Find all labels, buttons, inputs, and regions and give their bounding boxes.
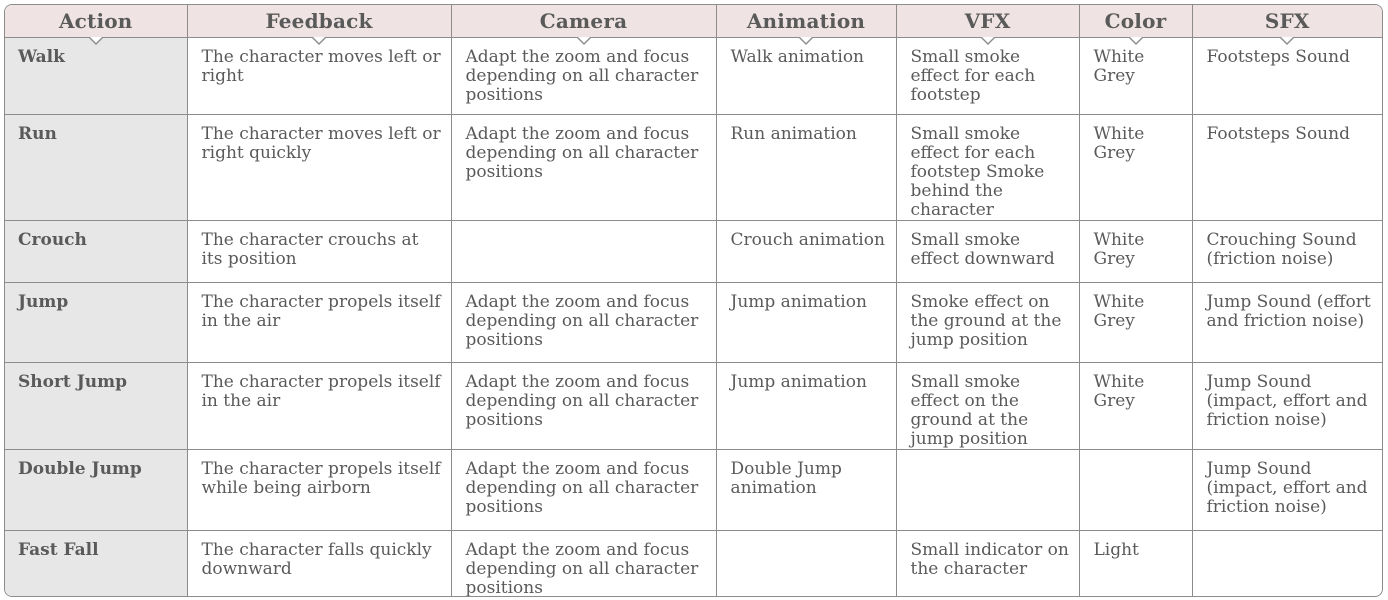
column-header-sfx: SFX (1192, 5, 1382, 38)
feedback-cell: The character propels itself in the air (187, 363, 451, 450)
table-row (5, 450, 1382, 531)
sfx-cell: Crouching Sound (friction noise) (1192, 221, 1382, 283)
action-cell: Jump (5, 283, 187, 363)
action-feedback-table (5, 5, 1382, 597)
camera-cell: Adapt the zoom and focus depending on all character positions (451, 363, 716, 450)
feedback-table-frame (4, 4, 1383, 597)
color-cell: Light (1079, 531, 1192, 598)
animation-cell: Jump animation (716, 363, 896, 450)
action-cell: Fast Fall (5, 531, 187, 598)
vfx-cell: Smoke effect on the ground at the jump position (896, 283, 1079, 363)
camera-cell: Adapt the zoom and focus depending on all character positions (451, 283, 716, 363)
animation-cell (716, 531, 896, 598)
feedback-cell: The character propels itself while being airborn (187, 450, 451, 531)
color-cell (1079, 450, 1192, 531)
table-row (5, 531, 1382, 598)
sfx-cell (1192, 531, 1382, 598)
color-cell: White Grey (1079, 38, 1192, 115)
camera-cell: Adapt the zoom and focus depending on all character positions (451, 115, 716, 221)
table-row (5, 221, 1382, 283)
action-cell: Crouch (5, 221, 187, 283)
column-header-vfx: VFX (896, 5, 1079, 38)
vfx-cell: Small smoke effect on the ground at the jump position (896, 363, 1079, 450)
animation-cell: Double Jump animation (716, 450, 896, 531)
sfx-cell: Footsteps Sound (1192, 38, 1382, 115)
column-header-camera: Camera (451, 5, 716, 38)
camera-cell: Adapt the zoom and focus depending on all character positions (451, 38, 716, 115)
feedback-cell: The character crouchs at its position (187, 221, 451, 283)
table-row (5, 38, 1382, 115)
column-header-animation: Animation (716, 5, 896, 38)
header-row (5, 5, 1382, 38)
vfx-cell: Small smoke effect downward (896, 221, 1079, 283)
vfx-cell: Small smoke effect for each footstep (896, 38, 1079, 115)
color-cell: White Grey (1079, 283, 1192, 363)
feedback-cell: The character moves left or right quickly (187, 115, 451, 221)
feedback-cell: The character propels itself in the air (187, 283, 451, 363)
table-row (5, 283, 1382, 363)
action-cell: Walk (5, 38, 187, 115)
animation-cell: Run animation (716, 115, 896, 221)
vfx-cell: Small indicator on the character (896, 531, 1079, 598)
table-row (5, 115, 1382, 221)
camera-cell: Adapt the zoom and focus depending on all character positions (451, 450, 716, 531)
action-cell: Run (5, 115, 187, 221)
column-header-feedback: Feedback (187, 5, 451, 38)
camera-cell (451, 221, 716, 283)
sfx-cell: Jump Sound (effort and friction noise) (1192, 283, 1382, 363)
color-cell: White Grey (1079, 115, 1192, 221)
animation-cell: Jump animation (716, 283, 896, 363)
vfx-cell: Small smoke effect for each footstep Smoke behind the character (896, 115, 1079, 221)
column-header-action: Action (5, 5, 187, 38)
table-row (5, 363, 1382, 450)
color-cell: White Grey (1079, 363, 1192, 450)
column-header-color: Color (1079, 5, 1192, 38)
action-cell: Short Jump (5, 363, 187, 450)
action-cell: Double Jump (5, 450, 187, 531)
camera-cell: Adapt the zoom and focus depending on all character positions (451, 531, 716, 598)
sfx-cell: Footsteps Sound (1192, 115, 1382, 221)
animation-cell: Crouch animation (716, 221, 896, 283)
vfx-cell (896, 450, 1079, 531)
sfx-cell: Jump Sound (impact, effort and friction noise) (1192, 363, 1382, 450)
color-cell: White Grey (1079, 221, 1192, 283)
feedback-cell: The character falls quickly downward (187, 531, 451, 598)
sfx-cell: Jump Sound (impact, effort and friction noise) (1192, 450, 1382, 531)
feedback-cell: The character moves left or right (187, 38, 451, 115)
animation-cell: Walk animation (716, 38, 896, 115)
